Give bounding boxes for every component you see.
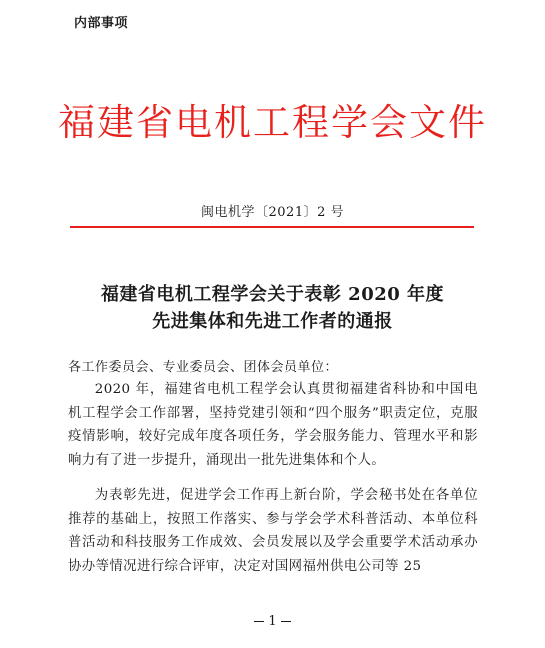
salutation: 各工作委员会、专业委员会、团体会员单位： (68, 360, 339, 375)
page-number-value: 1 (268, 614, 277, 629)
document-title-line-1: 福建省电机工程学会关于表彰 2020 年度 (100, 284, 445, 305)
document-title (0, 281, 545, 335)
masthead-title: 福建省电机工程学会文件 (58, 101, 487, 144)
document-title-line-2: 先进集体和先进工作者的通报 (152, 311, 393, 332)
page-number-dash-right (281, 621, 291, 622)
red-divider (70, 226, 474, 228)
body-paragraph: 2020 年，福建省电机工程学会认真贯彻福建省科协和中国电机工程学会工作部署，坚持党建引领和“四个服务”职责定位，克服疫情影响，较好完成年度各项任务，学会服务能力、管理水平和影响力有了进一步提升，涌现出一批先进集体和个人。 (68, 382, 478, 468)
document-number: 闽电机学〔2021〕2 号 (201, 205, 344, 220)
classification-label: 内部事项 (74, 16, 129, 31)
page-number-dash-left (254, 621, 264, 622)
body-paragraph: 为表彰先进，促进学会工作再上新台阶，学会秘书处在各单位推荐的基础上，按照工作落实、参与学会学术科普活动、本单位科普活动和科技服务工作成效、会员发展以及学会重要学术活动承办协办等情况进行综合评审，决定对国网福州供电公司等 25 (68, 488, 478, 574)
page-number (0, 614, 545, 629)
